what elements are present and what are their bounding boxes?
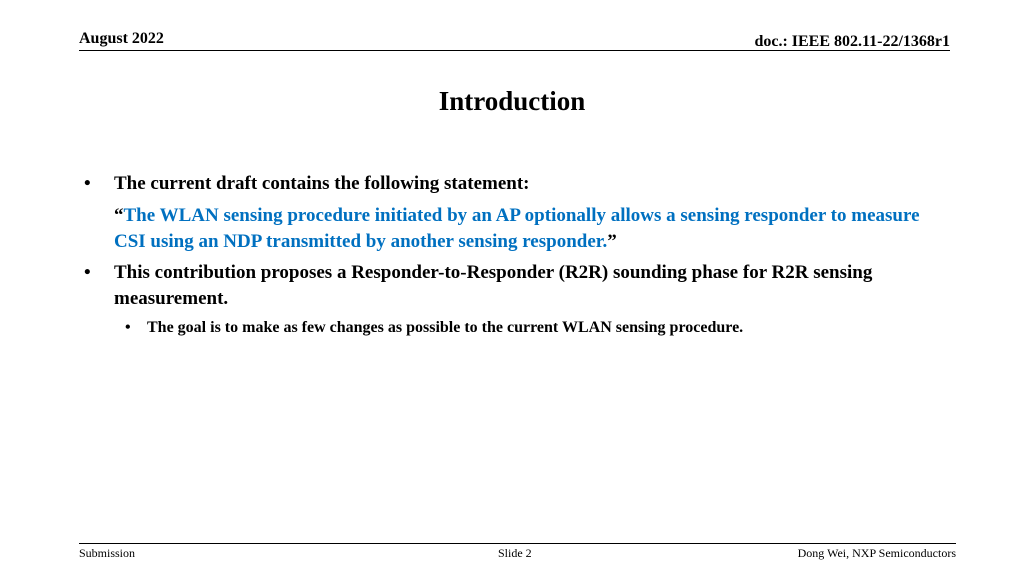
quote-text: The WLAN sensing procedure initiated by an AP optionally allows a sensing responder to measure CSI using an NDP transmitted by another sensing responder. bbox=[114, 205, 920, 252]
footer-submission: Submission bbox=[79, 546, 136, 560]
header-date: August 2022 bbox=[79, 30, 164, 47]
bullet-item bbox=[84, 171, 954, 197]
slide-title: Introduction bbox=[438, 86, 586, 116]
bullet-marker: • bbox=[84, 262, 91, 283]
bullet-text: This contribution proposes a Responder-to-Responder (R2R) sounding phase for R2R sensing measurement. bbox=[114, 262, 873, 309]
slide-body bbox=[84, 171, 954, 339]
footer-slide-number: Slide 2 bbox=[498, 546, 532, 560]
sub-bullet-marker: • bbox=[125, 319, 131, 336]
bullet-text: The current draft contains the following statement: bbox=[114, 173, 530, 194]
quote-open-mark: “ bbox=[114, 205, 124, 226]
bullet-marker: • bbox=[84, 173, 91, 194]
sub-bullet-text: The goal is to make as few changes as possible to the current WLAN sensing procedure. bbox=[147, 319, 744, 336]
quoted-statement bbox=[84, 203, 954, 255]
footer-author: Dong Wei, NXP Semiconductors bbox=[797, 546, 956, 560]
bullet-item bbox=[84, 260, 954, 312]
quote-close-mark: ” bbox=[607, 231, 617, 252]
sub-bullet-item bbox=[84, 317, 954, 339]
header-divider bbox=[79, 50, 950, 51]
footer-divider bbox=[79, 543, 956, 544]
header-doc-id: doc.: IEEE 802.11-22/1368r1 bbox=[754, 33, 950, 50]
